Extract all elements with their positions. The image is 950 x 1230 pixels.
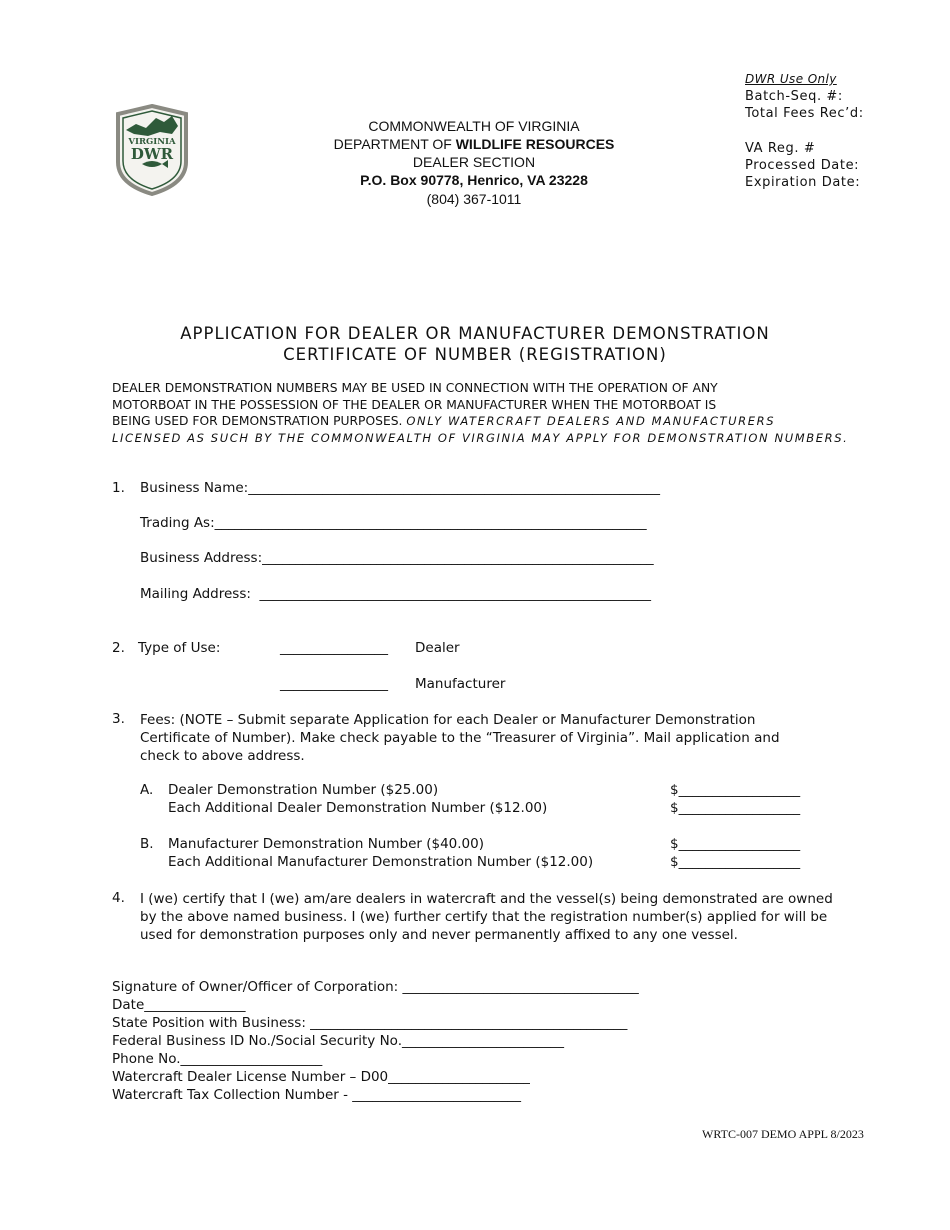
business-address-field[interactable]: Business Address:__________________________________________________________: [140, 550, 654, 566]
manufacturer-option-label: Manufacturer: [415, 676, 506, 692]
fee-a1-text: Dealer Demonstration Number ($25.00): [168, 782, 439, 798]
section3-number: 3.: [112, 711, 125, 727]
mailing-address-field[interactable]: Mailing Address: __________________________________________________________: [140, 586, 651, 602]
fees-note-line1: Fees: (NOTE – Submit separate Application for each Dealer or Manufacturer Demonstration: [140, 712, 756, 728]
signature-block: [112, 978, 639, 1104]
business-name-field[interactable]: Business Name:_____________________________________________________________: [140, 480, 660, 496]
section1-number: 1.: [112, 480, 125, 496]
fee-b-label: B.: [140, 836, 154, 852]
date-field[interactable]: Date_______________: [112, 997, 246, 1013]
title-line2: CERTIFICATE OF NUMBER (REGISTRATION): [283, 345, 667, 364]
dealer-blank[interactable]: ________________: [280, 640, 388, 656]
federal-id-field[interactable]: Federal Business ID No./Social Security No.________________________: [112, 1033, 564, 1049]
fee-b2-text: Each Additional Manufacturer Demonstration Number ($12.00): [168, 854, 594, 870]
intro-line3b: ONLY WATERCRAFT DEALERS AND MANUFACTURERS: [406, 414, 776, 428]
fee-b1-text: Manufacturer Demonstration Number ($40.00): [168, 836, 484, 852]
position-field[interactable]: State Position with Business: _______________________________________________: [112, 1015, 628, 1031]
agency-header: [300, 117, 648, 208]
intro-line3: [112, 413, 848, 430]
form-code: WRTC-007 DEMO APPL 8/2023: [702, 1127, 864, 1141]
header-line1: COMMONWEALTH OF VIRGINIA: [368, 118, 580, 134]
cert-line2: by the above named business. I (we) further certify that the registration number(s) applied for will be: [140, 909, 828, 925]
manufacturer-blank[interactable]: ________________: [280, 676, 388, 692]
section4-number: 4.: [112, 890, 125, 906]
tax-collection-field[interactable]: Watercraft Tax Collection Number - _________________________: [112, 1087, 522, 1103]
batch-seq-label: Batch-Seq. #:: [745, 89, 843, 105]
certification-text: [140, 890, 833, 944]
fees-note-line2: Certificate of Number). Make check payable to the “Treasurer of Virginia”. Mail application and: [140, 730, 780, 746]
intro-paragraph: [112, 380, 848, 446]
cert-line3: used for demonstration purposes only and never permanently affixed to any one vessel.: [140, 927, 738, 943]
dealer-option-label: Dealer: [415, 640, 460, 656]
header-line4: [300, 171, 648, 190]
dwr-logo: [112, 104, 192, 196]
fee-b2-amount-field[interactable]: $__________________: [670, 854, 801, 870]
phone-field[interactable]: Phone No._____________________: [112, 1051, 323, 1067]
fees-note: [140, 711, 780, 765]
processed-date-label: Processed Date:: [745, 157, 860, 173]
title-line1: APPLICATION FOR DEALER OR MANUFACTURER DEMONSTRATION: [180, 324, 770, 343]
header-line3: DEALER SECTION: [412, 154, 536, 170]
va-reg-label: VA Reg. #: [745, 140, 816, 156]
type-of-use-label: Type of Use:: [138, 640, 221, 656]
header-line2-prefix: DEPARTMENT OF: [333, 136, 456, 152]
logo-text-virginia: VIRGINIA: [128, 137, 176, 147]
total-fees-label: Total Fees Rec’d:: [745, 106, 864, 122]
intro-line1: DEALER DEMONSTRATION NUMBERS MAY BE USED IN CONNECTION WITH THE OPERATION OF ANY: [112, 381, 718, 395]
header-line2: [300, 135, 648, 153]
cert-line1: I (we) certify that I (we) am/are dealers in watercraft and the vessel(s) being demonstrated are owned: [140, 891, 833, 907]
logo-text-dwr: DWR: [130, 145, 174, 163]
fees-note-line3: check to above address.: [140, 748, 305, 764]
dwr-use-only-box: [745, 71, 864, 191]
fee-a2-amount-field[interactable]: $__________________: [670, 800, 801, 816]
section2-number: 2.: [112, 640, 125, 656]
fee-a1-amount-field[interactable]: $__________________: [670, 782, 801, 798]
fee-a-label: A.: [140, 782, 154, 798]
fee-a2-text: Each Additional Dealer Demonstration Number ($12.00): [168, 800, 548, 816]
trading-as-field[interactable]: Trading As:________________________________________________________________: [140, 515, 647, 531]
intro-line4: LICENSED AS SUCH BY THE COMMONWEALTH OF VIRGINIA MAY APPLY FOR DEMONSTRATION NUMBERS.: [112, 430, 849, 445]
form-title: [100, 323, 850, 365]
intro-line2: MOTORBOAT IN THE POSSESSION OF THE DEALER OR MANUFACTURER WHEN THE MOTORBOAT IS: [112, 397, 717, 412]
fee-b1-amount-field[interactable]: $__________________: [670, 836, 801, 852]
intro-line3a: BEING USED FOR DEMONSTRATION PURPOSES.: [112, 414, 407, 428]
signature-field[interactable]: Signature of Owner/Officer of Corporation: ___________________________________: [112, 979, 639, 995]
dealer-license-field[interactable]: Watercraft Dealer License Number – D00_____________________: [112, 1069, 530, 1085]
dwr-use-heading: DWR Use Only: [745, 72, 837, 86]
header-line5: (804) 367-1011: [426, 191, 522, 207]
header-address: P.O. Box 90778, Henrico, VA 23228: [360, 172, 588, 188]
header-line2-bold: WILDLIFE RESOURCES: [455, 136, 615, 152]
expiration-date-label: Expiration Date:: [745, 175, 861, 191]
